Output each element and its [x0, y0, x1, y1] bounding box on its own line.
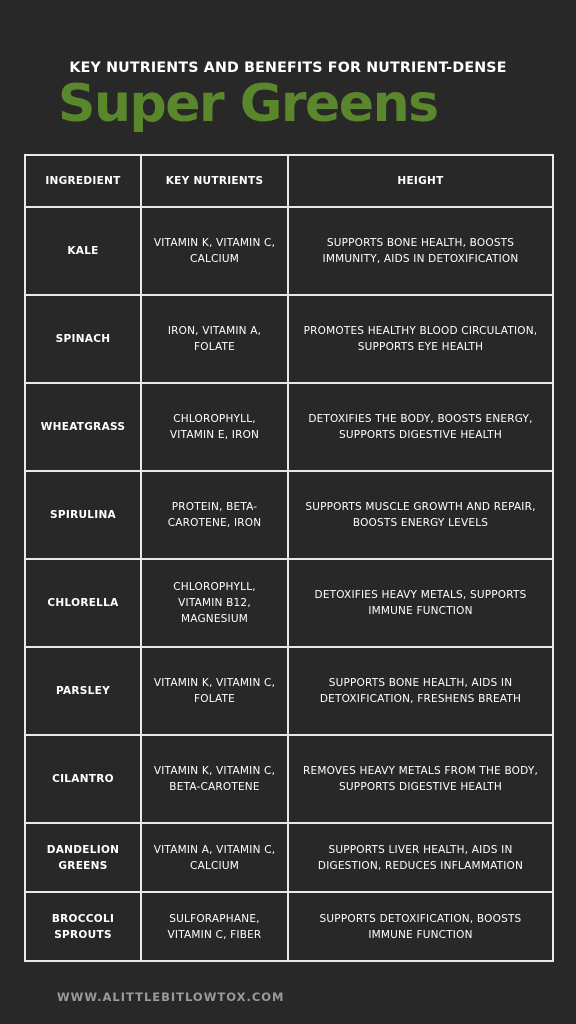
page-subtitle: KEY NUTRIENTS AND BENEFITS FOR NUTRIENT-DENSE — [69, 60, 507, 76]
table-row — [25, 383, 553, 471]
table-row — [25, 295, 553, 383]
page-title: Super Greens — [58, 74, 438, 134]
benefits-cell: DETOXIFIES THE BODY, BOOSTS ENERGY, SUPPORTS DIGESTIVE HEALTH — [288, 383, 553, 471]
ingredient-cell: DANDELION GREENS — [25, 823, 141, 892]
benefits-cell: REMOVES HEAVY METALS FROM THE BODY, SUPPORTS DIGESTIVE HEALTH — [288, 735, 553, 823]
table-row — [25, 892, 553, 961]
ingredient-cell: CHLORELLA — [25, 559, 141, 647]
website-link[interactable]: WWW.ALITTLEBITLOWTOX.COM — [57, 990, 285, 1004]
table-row — [25, 559, 553, 647]
benefits-cell: PROMOTES HEALTHY BLOOD CIRCULATION, SUPPORTS EYE HEALTH — [288, 295, 553, 383]
table-row — [25, 471, 553, 559]
column-header-height: HEIGHT — [288, 155, 553, 207]
nutrients-cell: PROTEIN, BETA-CAROTENE, IRON — [141, 471, 288, 559]
table-header-row — [25, 155, 553, 207]
benefits-cell: SUPPORTS LIVER HEALTH, AIDS IN DIGESTION, REDUCES INFLAMMATION — [288, 823, 553, 892]
benefits-cell: SUPPORTS MUSCLE GROWTH AND REPAIR, BOOSTS ENERGY LEVELS — [288, 471, 553, 559]
nutrients-cell: VITAMIN A, VITAMIN C, CALCIUM — [141, 823, 288, 892]
ingredient-cell: CILANTRO — [25, 735, 141, 823]
ingredient-cell: SPIRULINA — [25, 471, 141, 559]
benefits-cell: SUPPORTS BONE HEALTH, BOOSTS IMMUNITY, AIDS IN DETOXIFICATION — [288, 207, 553, 295]
nutrients-cell: CHLOROPHYLL, VITAMIN E, IRON — [141, 383, 288, 471]
table-row — [25, 735, 553, 823]
benefits-cell: DETOXIFIES HEAVY METALS, SUPPORTS IMMUNE FUNCTION — [288, 559, 553, 647]
table-row — [25, 647, 553, 735]
benefits-cell: SUPPORTS DETOXIFICATION, BOOSTS IMMUNE FUNCTION — [288, 892, 553, 961]
nutrients-cell: VITAMIN K, VITAMIN C, FOLATE — [141, 647, 288, 735]
ingredient-cell: BROCCOLI SPROUTS — [25, 892, 141, 961]
column-header-ingredient: INGREDIENT — [25, 155, 141, 207]
table-row — [25, 823, 553, 892]
nutrients-table — [24, 154, 554, 962]
column-header-key-nutrients: KEY NUTRIENTS — [141, 155, 288, 207]
table-row — [25, 207, 553, 295]
nutrients-cell: IRON, VITAMIN A, FOLATE — [141, 295, 288, 383]
ingredient-cell: SPINACH — [25, 295, 141, 383]
nutrients-cell: VITAMIN K, VITAMIN C, BETA-CAROTENE — [141, 735, 288, 823]
benefits-cell: SUPPORTS BONE HEALTH, AIDS IN DETOXIFICATION, FRESHENS BREATH — [288, 647, 553, 735]
nutrients-cell: CHLOROPHYLL, VITAMIN B12, MAGNESIUM — [141, 559, 288, 647]
ingredient-cell: PARSLEY — [25, 647, 141, 735]
nutrients-cell: VITAMIN K, VITAMIN C, CALCIUM — [141, 207, 288, 295]
nutrients-cell: SULFORAPHANE, VITAMIN C, FIBER — [141, 892, 288, 961]
ingredient-cell: WHEATGRASS — [25, 383, 141, 471]
ingredient-cell: KALE — [25, 207, 141, 295]
